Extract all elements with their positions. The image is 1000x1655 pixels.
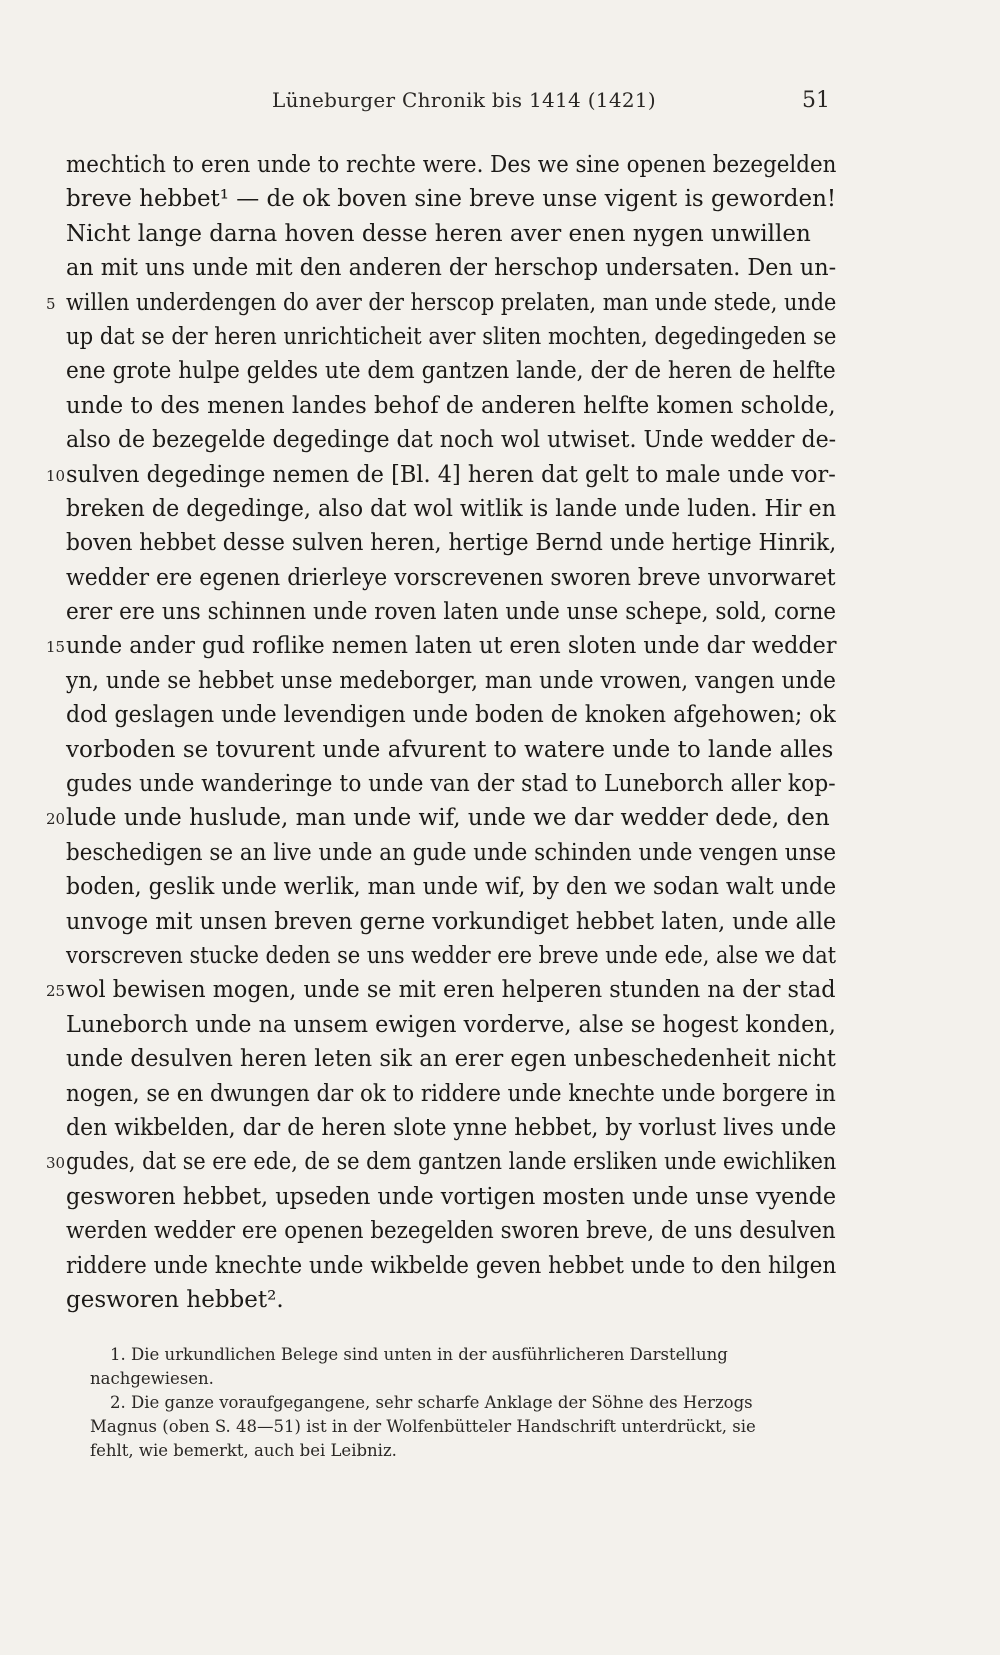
text-line: [46, 973, 836, 1007]
line-text: werden wedder ere openen bezegelden sworen breve, de uns desulven: [66, 1218, 836, 1245]
text-line: [66, 320, 836, 354]
line-text: unde to des menen landes behof de anderen helfte komen scholde,: [66, 392, 836, 419]
text-line: [66, 595, 836, 629]
line-text: up dat se der heren unrichticheit aver sliten mochten, degedingeden se: [66, 323, 837, 350]
text-line: [66, 1008, 836, 1042]
text-line: [66, 870, 836, 904]
line-number: 30: [46, 1154, 66, 1173]
text-line: [66, 1283, 836, 1317]
text-line: [66, 1180, 836, 1214]
text-line: [66, 1214, 836, 1248]
text-line: [46, 458, 836, 492]
page-number: 51: [802, 88, 830, 113]
line-text: breken de degedinge, also dat wol witlik is lande unde luden. Hir en: [66, 495, 836, 522]
text-line: [66, 1249, 836, 1283]
text-line: [66, 733, 836, 767]
footnote-line: Magnus (oben S. 48—51) ist in der Wolfenbütteler Handschrift unterdrückt, sie: [90, 1417, 756, 1436]
line-text: unvoge mit unsen breven gerne vorkundiget hebbet laten, unde alle: [66, 908, 837, 935]
line-text: boden, geslik unde werlik, man unde wif, by den we sodan walt unde: [66, 874, 837, 901]
line-text: lude unde huslude, man unde wif, unde we dar wedder dede, den: [66, 805, 830, 832]
text-line: [66, 905, 836, 939]
footnote-line: nachgewiesen.: [90, 1369, 214, 1388]
text-line: [66, 354, 836, 388]
footnotes: [90, 1343, 835, 1463]
text-line: [66, 1077, 836, 1111]
line-text: beschedigen se an live unde an gude unde schinden unde vengen unse: [66, 839, 837, 866]
line-number: 15: [46, 638, 66, 657]
text-line: [46, 801, 836, 835]
line-text: unde ander gud roflike nemen laten ut eren sloten unde dar wedder: [66, 633, 837, 660]
text-line: [66, 251, 836, 285]
line-text: nogen, se en dwungen dar ok to riddere unde knechte unde borgere in: [66, 1080, 836, 1107]
main-text: [46, 148, 837, 1317]
text-line: [66, 182, 836, 216]
text-line: [46, 286, 837, 320]
line-text: gudes, dat se ere ede, de se dem gantzen lande ersliken unde ewichliken: [66, 1149, 837, 1176]
text-line: [66, 217, 836, 251]
line-text: dod geslagen unde levendigen unde boden de knoken afgehowen; ok: [66, 702, 836, 729]
line-number: 25: [46, 982, 66, 1001]
text-line: [66, 698, 836, 732]
line-text: ene grote hulpe geldes ute dem gantzen lande, der de heren de helfte: [66, 358, 836, 385]
line-text: Nicht lange darna hoven desse heren aver enen nygen unwillen: [66, 220, 811, 247]
line-text: wol bewisen mogen, unde se mit eren helperen stunden na der stad: [66, 977, 836, 1004]
line-text: vorboden se tovurent unde afvurent to watere unde to lande alles: [66, 736, 834, 763]
line-number: 20: [46, 810, 66, 829]
line-text: gesworen hebbet².: [66, 1286, 284, 1313]
text-line: [66, 767, 836, 801]
footnote-line: 1. Die urkundlichen Belege sind unten in der ausführlicheren Darstellung: [110, 1345, 728, 1364]
text-line: [66, 939, 836, 973]
line-text: willen underdengen do aver der herscop prelaten, man unde stede, unde: [66, 289, 837, 316]
line-number: 10: [46, 466, 66, 485]
text-line: [66, 1042, 836, 1076]
line-text: sulven degedinge nemen de [Bl. 4] heren dat gelt to male unde vor-: [66, 461, 836, 488]
text-line: [66, 389, 836, 423]
line-text: mechtich to eren unde to rechte were. Des we sine openen bezegelden: [66, 152, 837, 178]
text-line: [66, 526, 836, 560]
text-line: [66, 1111, 836, 1145]
text-line: [46, 1145, 837, 1179]
text-line: [66, 836, 836, 870]
line-text: riddere unde knechte unde wikbelde geven hebbet unde to den hilgen: [66, 1252, 837, 1279]
line-text: boven hebbet desse sulven heren, hertige Bernd unde hertige Hinrik,: [66, 530, 837, 557]
line-text: breve hebbet¹ — de ok boven sine breve unse vigent is geworden!: [66, 186, 837, 213]
line-text: gudes unde wanderinge to unde van der stad to Luneborch aller kop-: [66, 771, 836, 798]
text-line: [66, 561, 836, 595]
line-text: also de bezegelde degedinge dat noch wol utwiset. Unde wedder de-: [66, 427, 837, 454]
running-header: [0, 88, 1000, 118]
line-text: wedder ere egenen drierleye vorscrevenen sworen breve unvorwaret: [66, 564, 836, 591]
text-line: [66, 423, 836, 457]
footnote-line: fehlt, wie bemerkt, auch bei Leibniz.: [90, 1441, 397, 1460]
text-line: [66, 148, 836, 182]
line-text: gesworen hebbet, upseden unde vortigen mosten unde unse vyende: [66, 1183, 837, 1210]
line-text: den wikbelden, dar de heren slote ynne hebbet, by vorlust lives unde: [66, 1114, 837, 1141]
text-line: [46, 629, 837, 663]
line-text: Luneborch unde na unsem ewigen vorderve, alse se hogest konden,: [66, 1011, 836, 1038]
running-title: Lüneburger Chronik bis 1414 (1421): [272, 88, 656, 112]
text-line: [66, 664, 836, 698]
line-text: erer ere uns schinnen unde roven laten unde unse schepe, sold, corne: [66, 599, 837, 626]
line-text: yn, unde se hebbet unse medeborger, man unde vrowen, vangen unde: [66, 667, 836, 694]
line-text: vorscreven stucke deden se uns wedder ere breve unde ede, alse we dat: [66, 942, 837, 969]
line-text: unde desulven heren leten sik an erer egen unbeschedenheit nicht: [66, 1046, 836, 1073]
text-line: [66, 492, 836, 526]
footnote-line: 2. Die ganze voraufgegangene, sehr scharfe Anklage der Söhne des Herzogs: [110, 1393, 753, 1412]
line-number: 5: [46, 294, 56, 313]
line-text: an mit uns unde mit den anderen der herschop undersaten. Den un-: [66, 255, 837, 282]
